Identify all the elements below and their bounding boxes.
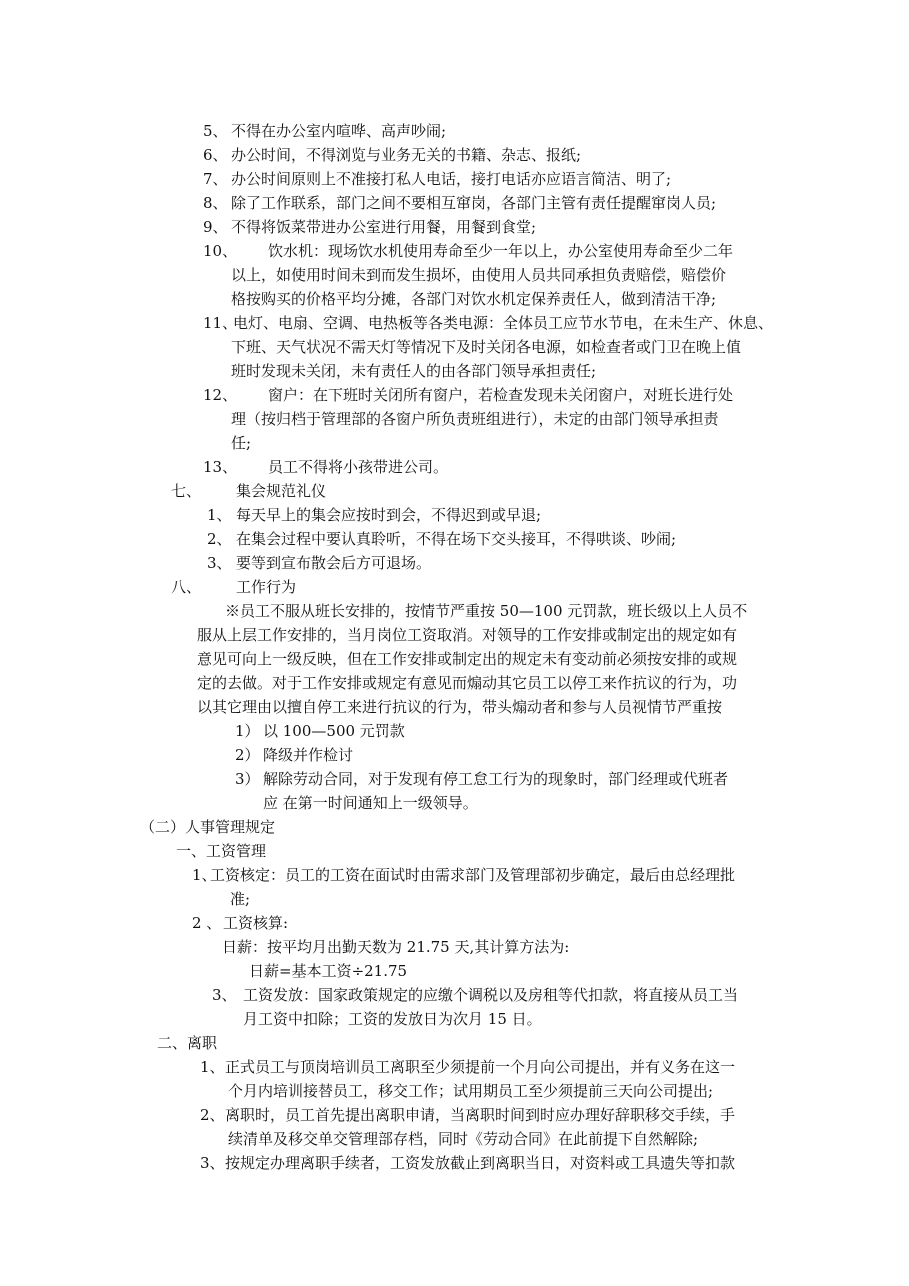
rule-6-number: 6、 <box>203 146 228 164</box>
rule-9-text: 不得将饭菜带进办公室进行用餐，用餐到食堂; <box>231 218 537 236</box>
penalty-1-number: 1） <box>235 722 260 740</box>
resignation-section-title: 二、离职 <box>157 1034 218 1052</box>
rule-12-line-2: 理（按归档于管理部的各窗户所负责班组进行），未定的由部门领导承担责 <box>231 410 719 428</box>
rule-11-number: 11、 <box>203 314 238 332</box>
hr-heading: （二）人事管理规定 <box>140 818 276 836</box>
conduct-paragraph-line-4: 定的去做。对于工作安排或规定有意见而煽动其它员工以停工来作抗议的行为，功 <box>197 674 738 692</box>
wage-item-1-line-1: 工资核定：员工的工资在面试时由需求部门及管理部初步确定，最后由总经理批 <box>210 866 736 884</box>
wage-item-2-text: 工资核算: <box>223 914 289 932</box>
penalty-3-number: 3） <box>235 770 260 788</box>
rule-11-line-2: 下班、天气状况不需天灯等情况下及时关闭各电源，如检查者或门卫在晚上值 <box>231 338 742 356</box>
section-8-title: 工作行为 <box>236 578 297 596</box>
rule-7-text: 办公时间原则上不准接打私人电话，接打电话亦应语言简洁、明了; <box>231 170 672 188</box>
wage-item-2-number: 2 、 <box>192 914 222 932</box>
resignation-item-3-number: 3、 <box>200 1154 225 1172</box>
rule-12-line-3: 任; <box>231 434 252 452</box>
rule-5-text: 不得在办公室内喧哗、高声吵闹; <box>231 122 447 140</box>
rule-9-number: 9、 <box>203 218 228 236</box>
conduct-paragraph-line-1: ※员工不服从班长安排的，按情节严重按 50—100 元罚款，班长级以上人员不 <box>225 602 748 620</box>
wage-item-1-line-2: 准; <box>230 890 251 908</box>
resignation-item-2-number: 2、 <box>200 1106 225 1124</box>
resignation-item-3-line-1: 按规定办理离职手续者，工资发放截止到离职当日，对资料或工具遗失等扣款 <box>225 1154 736 1172</box>
rule-11-line-3: 班时发现未关闭，未有责任人的由各部门领导承担责任; <box>231 362 597 380</box>
rule-6-text: 办公时间，不得浏览与业务无关的书籍、杂志、报纸; <box>231 146 582 164</box>
section-8-number: 八、 <box>171 578 202 596</box>
rule-12-line-1: 窗户：在下班时关闭所有窗户，若检查发现未关闭窗户，对班长进行处 <box>268 386 734 404</box>
rule-10-line-2: 以上，如使用时间未到而发生损坏，由使用人员共同承担负责赔偿，赔偿价 <box>231 266 727 284</box>
resignation-item-1-line-2: 个月内培训接替员工，移交工作；试用期员工至少须提前三天向公司提出; <box>228 1082 714 1100</box>
conduct-paragraph-line-5: 以其它理由以擅自停工来进行抗议的行为，带头煽动者和参与人员视情节严重按 <box>197 698 723 716</box>
resignation-item-2-line-1: 离职时，员工首先提出离职申请，当离职时间到时应办理好辞职移交手续，手 <box>225 1106 736 1124</box>
meeting-rule-1-text: 每天早上的集会应按时到会，不得迟到或早退; <box>236 506 542 524</box>
rule-10-number: 10、 <box>203 242 238 260</box>
wage-item-3-number: 3、 <box>212 986 237 1004</box>
rule-11-line-1: 电灯、电扇、空调、电热板等各类电源：全体员工应节水节电，在未生产、休息、 <box>233 314 774 332</box>
penalty-1-text: 以 100—500 元罚款 <box>263 722 405 740</box>
meeting-rule-1-number: 1、 <box>207 506 232 524</box>
rule-13-text: 员工不得将小孩带进公司。 <box>268 458 449 476</box>
rule-8-text: 除了工作联系，部门之间不要相互窜岗，各部门主管有责任提醒窜岗人员; <box>231 194 717 212</box>
section-7-number: 七、 <box>171 482 202 500</box>
wage-section-title: 一、工资管理 <box>176 842 267 860</box>
rule-8-number: 8、 <box>203 194 228 212</box>
resignation-item-2-line-2: 续清单及移交单交管理部存档，同时《劳动合同》在此前提下自然解除; <box>228 1130 699 1148</box>
resignation-item-1-line-1: 正式员工与顶岗培训员工离职至少须提前一个月向公司提出，并有义务在这一 <box>225 1058 736 1076</box>
daily-wage-formula: 日薪=基本工资÷21.75 <box>249 962 408 980</box>
penalty-2-text: 降级并作检讨 <box>263 746 354 764</box>
conduct-paragraph-line-2: 服从上层工作安排的，当月岗位工资取消。对领导的工作安排或制定出的规定如有 <box>197 626 738 644</box>
conduct-paragraph-line-3: 意见可向上一级反映，但在工作安排或制定出的规定未有变动前必须按安排的或规 <box>197 650 738 668</box>
wage-item-1-number: 1、 <box>192 866 217 884</box>
penalty-3-line-1: 解除劳动合同，对于发现有停工怠工行为的现象时，部门经理或代班者 <box>263 770 729 788</box>
wage-item-3-line-1: 工资发放：国家政策规定的应缴个调税以及房租等代扣款，将直接从员工当 <box>243 986 739 1004</box>
section-7-title: 集会规范礼仪 <box>236 482 327 500</box>
rule-12-number: 12、 <box>203 386 238 404</box>
penalty-3-line-2: 应 在第一时间通知上一级领导。 <box>263 794 478 812</box>
wage-item-3-line-2: 月工资中扣除；工资的发放日为次月 15 日。 <box>243 1010 542 1028</box>
daily-wage-definition: 日薪：按平均月出勤天数为 21.75 天,其计算方法为: <box>222 938 570 956</box>
meeting-rule-2-number: 2、 <box>207 530 232 548</box>
penalty-2-number: 2） <box>235 746 260 764</box>
rule-5-number: 5、 <box>203 122 228 140</box>
rule-10-line-1: 饮水机：现场饮水机使用寿命至少一年以上，办公室使用寿命至少二年 <box>268 242 734 260</box>
rule-7-number: 7、 <box>203 170 228 188</box>
rule-10-line-3: 格按购买的价格平均分摊，各部门对饮水机定保养责任人，做到清洁干净; <box>231 290 717 308</box>
meeting-rule-3-text: 要等到宣布散会后方可退场。 <box>236 554 432 572</box>
rule-13-number: 13、 <box>203 458 238 476</box>
meeting-rule-3-number: 3、 <box>207 554 232 572</box>
resignation-item-1-number: 1、 <box>200 1058 225 1076</box>
meeting-rule-2-text: 在集会过程中要认真聆听，不得在场下交头接耳，不得哄谈、吵闹; <box>236 530 677 548</box>
